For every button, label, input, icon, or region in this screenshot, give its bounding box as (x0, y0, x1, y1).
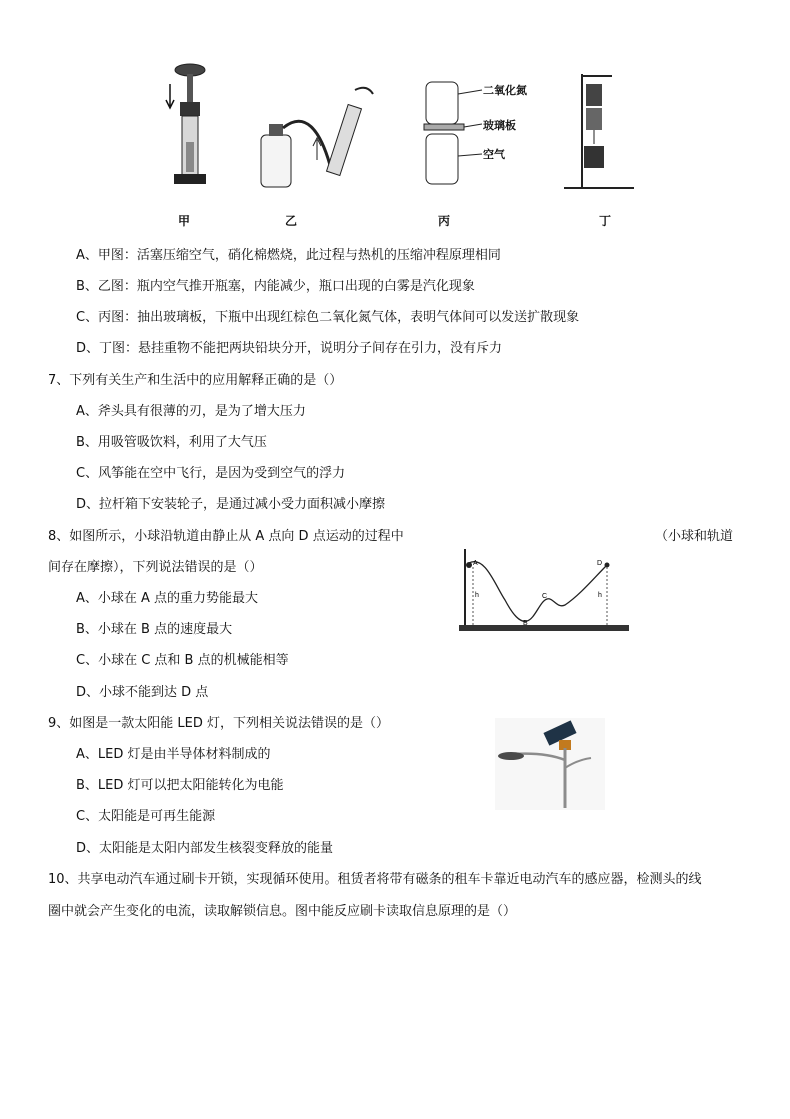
track-label-d: D (597, 560, 603, 567)
q8-stem-part2: （小球和轨道 (655, 529, 734, 544)
q6-option-c: C、丙图：抽出玻璃板，下瓶中出现红棕色二氧化氮气体，表明气体间可以发送扩散现象 (76, 310, 580, 325)
q10-line2: 圈中就会产生变化的电流，读取解锁信息。图中能反应刷卡读取信息原理的是（） (48, 904, 517, 919)
q7-option-a: A、斧头具有很薄的刃，是为了增大压力 (76, 404, 306, 419)
q8-option-c: C、小球在 C 点和 B 点的机械能相等 (76, 653, 289, 668)
q8-option-a: A、小球在 A 点的重力势能最大 (76, 591, 259, 606)
q9-option-d: D、太阳能是太阳内部发生核裂变释放的能量 (76, 841, 334, 856)
figure-jia-piston-cylinder (160, 62, 220, 202)
figure-q9-solar-led-lamp (495, 718, 605, 810)
track-label-h1: h (475, 592, 479, 599)
q7-stem: 7、下列有关生产和生活中的应用解释正确的是（） (48, 373, 343, 388)
q9-option-c: C、太阳能是可再生能源 (76, 809, 216, 824)
q9-stem: 9、如图是一款太阳能 LED 灯，下列相关说法错误的是（） (48, 716, 390, 731)
q7-option-c: C、风筝能在空中飞行，是因为受到空气的浮力 (76, 466, 346, 481)
track-label-a: A (473, 560, 478, 567)
figure-label-jia: 甲 (178, 214, 191, 228)
q8-option-d: D、小球不能到达 D 点 (76, 685, 209, 700)
q7-option-d: D、拉杆箱下安装轮子，是通过减小受力面积减小摩擦 (76, 497, 386, 512)
annotation-air: 空气 (483, 148, 505, 161)
figure-q8-track (455, 545, 635, 637)
figure-label-bing: 丙 (438, 214, 451, 228)
q8-stem-part1: 8、如图所示，小球沿轨道由静止从 A 点向 D 点运动的过程中 (48, 529, 404, 544)
q10-line1: 10、共享电动汽车通过刷卡开锁，实现循环使用。租赁者将带有磁条的租车卡靠近电动汽车的感应器，检测头的线 (48, 872, 702, 887)
q7-option-b: B、用吸管吸饮料，利用了大气压 (76, 435, 267, 450)
figure-label-yi: 乙 (285, 214, 298, 228)
figure-label-ding: 丁 (599, 214, 612, 228)
q9-option-a: A、LED 灯是由半导体材料制成的 (76, 747, 271, 762)
track-label-c: C (542, 593, 548, 600)
q6-option-d: D、丁图：悬挂重物不能把两块铅块分开，说明分子间存在引力，没有斥力 (76, 341, 503, 356)
track-label-b: B (523, 620, 528, 627)
annotation-no2: 二氧化氮 (483, 84, 527, 97)
track-label-h2: h (598, 592, 602, 599)
q6-option-a: A、甲图：活塞压缩空气，硝化棉燃烧，此过程与热机的压缩冲程原理相同 (76, 248, 501, 263)
q8-stem-line2: 间存在摩擦），下列说法错误的是（） (48, 560, 263, 575)
q6-option-b: B、乙图：瓶内空气推开瓶塞，内能减少，瓶口出现的白雾是汽化现象 (76, 279, 475, 294)
figure-yi-bottle-pump (255, 80, 385, 195)
annotation-glass-plate: 玻璃板 (483, 119, 516, 132)
q9-option-b: B、LED 灯可以把太阳能转化为电能 (76, 778, 284, 793)
q8-option-b: B、小球在 B 点的速度最大 (76, 622, 233, 637)
figure-ding-lead-blocks (560, 70, 640, 195)
